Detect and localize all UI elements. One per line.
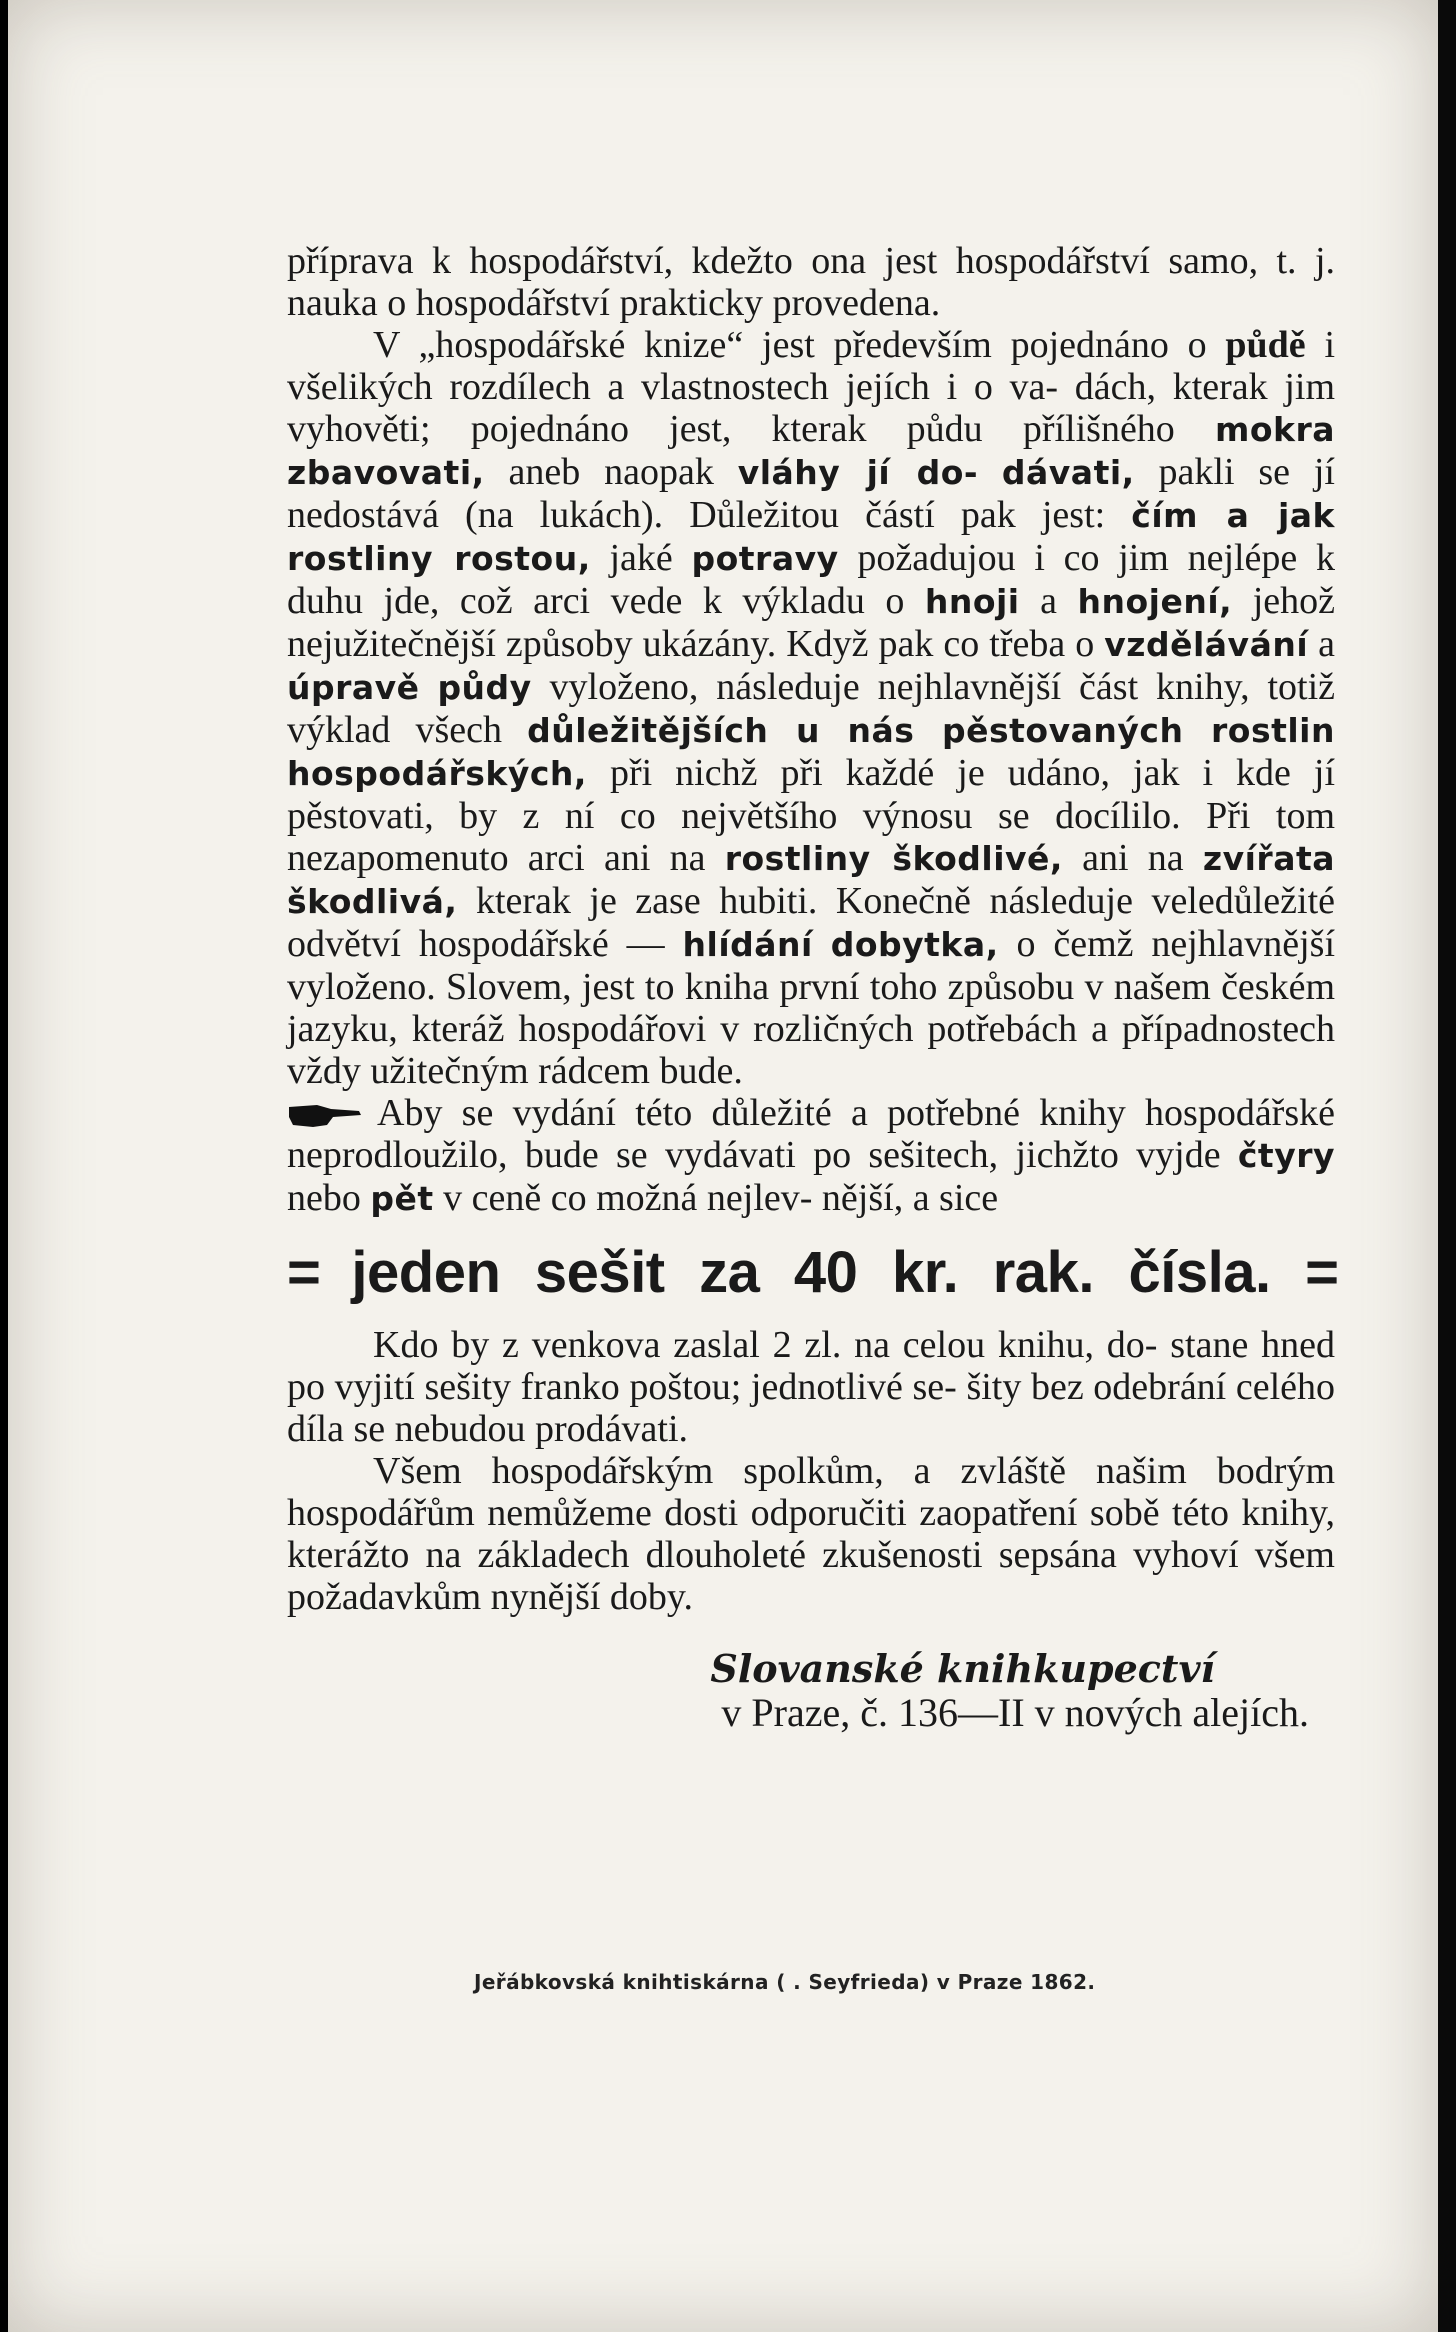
text-line bbox=[370, 1050, 742, 1092]
paragraph bbox=[287, 1450, 1335, 1618]
text-line bbox=[287, 240, 1150, 282]
document-page bbox=[8, 0, 1438, 2332]
body-paragraphs bbox=[287, 240, 1335, 1220]
closing-paragraphs bbox=[287, 1324, 1335, 1618]
line-segment: Kdo by z venkova zaslal 2 zl. na celou knihu, do- bbox=[373, 1324, 1158, 1366]
paragraph bbox=[287, 1324, 1335, 1450]
line-segment: jichžto vyjde bbox=[1015, 1134, 1238, 1176]
line-segment: hospodářovi v rozličných potřebách a případnostech vždy bbox=[287, 1008, 1335, 1092]
line-segment: výklad všech bbox=[287, 709, 528, 751]
emphasis-text: vláhy jí do- bbox=[737, 453, 979, 492]
price-left-mark: = bbox=[287, 1240, 317, 1305]
line-segment: výkladu o bbox=[742, 580, 925, 622]
line-segment: v ceně co možná nejlev- bbox=[433, 1177, 813, 1219]
line-segment: kniha první toho způsobu v našem českém jazyku, kteráž bbox=[287, 966, 1336, 1050]
line-segment: kterak je zase hubiti. Konečně bbox=[457, 880, 971, 922]
line-segment: i všelikých rozdílech a vlastnostech jejích i o va- bbox=[287, 324, 1336, 408]
emphasis-text: čtyry bbox=[1237, 1136, 1335, 1175]
line-segment: přílišného bbox=[1022, 408, 1215, 450]
line-segment: při nichž při každé je udáno, jak i kde bbox=[586, 752, 1291, 794]
line-segment: Aby se vydání této důležité a potřebné knihy bbox=[377, 1092, 1126, 1134]
line-segment: dách, kterak jim vyhověti; pojednáno jest, kterak půdu bbox=[287, 366, 1336, 450]
text-line bbox=[373, 324, 1207, 366]
emphasis-text: důležitějších u nás pěstovaných rostlin bbox=[527, 711, 1335, 750]
emphasis-text: hnojení, bbox=[1077, 582, 1233, 621]
line-segment: ani na bbox=[1082, 837, 1203, 879]
line-segment: aneb naopak bbox=[484, 451, 738, 493]
text-line bbox=[287, 752, 1291, 794]
emphasis-text: mokra zbavovati, bbox=[287, 410, 1336, 492]
text-line bbox=[373, 1450, 1335, 1492]
line-segment: požadujou i co jim nejlépe k duhu jde, což arci vede k bbox=[287, 537, 1336, 622]
price-right-mark: = bbox=[1305, 1240, 1335, 1305]
line-segment: stane hned po vyjití sešity franko poštou; jednotlivé se- bbox=[287, 1324, 1335, 1408]
paragraph bbox=[287, 240, 1335, 324]
line-segment: sepsána vyhoví všem požadavkům nynější doby. bbox=[287, 1534, 1335, 1618]
emphasis-text: čím a jak rostliny rostou, bbox=[287, 496, 1336, 578]
line-segment: o čemž nejhlavnější vyloženo. Slovem, jest to bbox=[287, 923, 1336, 1008]
line-segment: hospodářské neprodloužilo, bude se vydávati po sešitech, bbox=[287, 1092, 1335, 1176]
emphasis-text: dobytka, bbox=[830, 925, 999, 964]
publisher-signature: Slovanské knihkupectví bbox=[710, 1646, 1215, 1691]
emphasis-text: úpravě bbox=[287, 668, 420, 707]
line-segment: a bbox=[1308, 623, 1336, 665]
emphasis-text: půdě bbox=[1225, 324, 1306, 366]
line-segment: jí pěstovati, by z ní co největšího výnosu se docílilo. bbox=[287, 752, 1336, 837]
text-line bbox=[287, 709, 1335, 751]
line-segment: samo, t. j. nauka o hospodářství prakticky provedena. bbox=[287, 240, 1336, 324]
text-line bbox=[822, 1177, 998, 1219]
line-segment: vyloženo, následuje nejhlavnější část knihy, totiž bbox=[531, 666, 1336, 708]
line-segment: hospodářům nemůžeme dosti odporučiti zaopatření sobě bbox=[287, 1492, 1160, 1534]
price-text: jeden sešit za 40 kr. rak. čísla. bbox=[351, 1240, 1271, 1305]
line-segment: Při tom nezapomenuto arci ani na bbox=[287, 795, 1336, 879]
paragraph bbox=[287, 324, 1335, 1092]
price-line bbox=[287, 1240, 1335, 1306]
page-edge bbox=[1438, 0, 1456, 2332]
line-segment: a bbox=[1019, 580, 1078, 622]
line-segment: příprava k hospodářství, kdežto ona jest hospodářství bbox=[287, 240, 1150, 282]
emphasis-text: potravy bbox=[691, 539, 839, 578]
line-segment: Všem hospodářským spolkům, a zvláště našim bodrým bbox=[373, 1450, 1335, 1492]
paragraph bbox=[287, 1092, 1335, 1220]
emphasis-text: hnoji bbox=[924, 582, 1020, 621]
emphasis-text: pět bbox=[370, 1179, 434, 1218]
text-line bbox=[287, 1492, 1160, 1534]
emphasis-text: hlídání bbox=[682, 925, 813, 964]
emphasis-text: půdy bbox=[437, 668, 532, 707]
line-segment: pak jest: bbox=[960, 494, 1132, 536]
emphasis-text: dávati, bbox=[1001, 453, 1135, 492]
line-segment: nější, a sice bbox=[821, 1177, 999, 1219]
text-line bbox=[287, 1092, 1126, 1134]
publisher-address: v Praze, č. 136—II v nových alejích. bbox=[721, 1690, 1309, 1735]
emphasis-text: hospodářských, bbox=[287, 754, 587, 793]
line-segment: nebo bbox=[287, 1177, 371, 1219]
emphasis-text: vzdělávání bbox=[1104, 625, 1309, 664]
emphasis-text: rostliny škodlivé, bbox=[724, 839, 1063, 878]
line-segment: ukázány. Když pak co třeba o bbox=[642, 623, 1105, 665]
printer-imprint: Jeřábkovská knihtiskárna ( . Seyfrieda) v Praze 1862. bbox=[474, 1970, 1096, 1994]
line-segment: V „hospodářské knize“ jest především pojednáno o bbox=[373, 324, 1207, 366]
advertisement-text bbox=[287, 240, 1335, 1736]
line-segment: jehož nejužitečnější způsoby bbox=[287, 580, 1335, 665]
line-segment: jaké bbox=[590, 537, 692, 579]
line-segment: šity bez odebrání celého díla se nebudou prodávati. bbox=[287, 1366, 1336, 1450]
emphasis-text: zvířata škodlivá, bbox=[287, 839, 1336, 921]
text-line bbox=[437, 666, 1335, 708]
line-segment: této knihy, kterážto na základech dlouholeté zkušenosti bbox=[287, 1492, 1336, 1576]
text-line bbox=[373, 1324, 1157, 1366]
line-segment: užitečným rádcem bude. bbox=[370, 1050, 743, 1092]
pointing-hand-icon bbox=[287, 1103, 363, 1129]
line-segment: následuje veledůležité odvětví hospodářské — bbox=[287, 880, 1336, 965]
line-segment: pakli se jí nedostává (na lukách). Důležitou částí bbox=[287, 451, 1335, 536]
